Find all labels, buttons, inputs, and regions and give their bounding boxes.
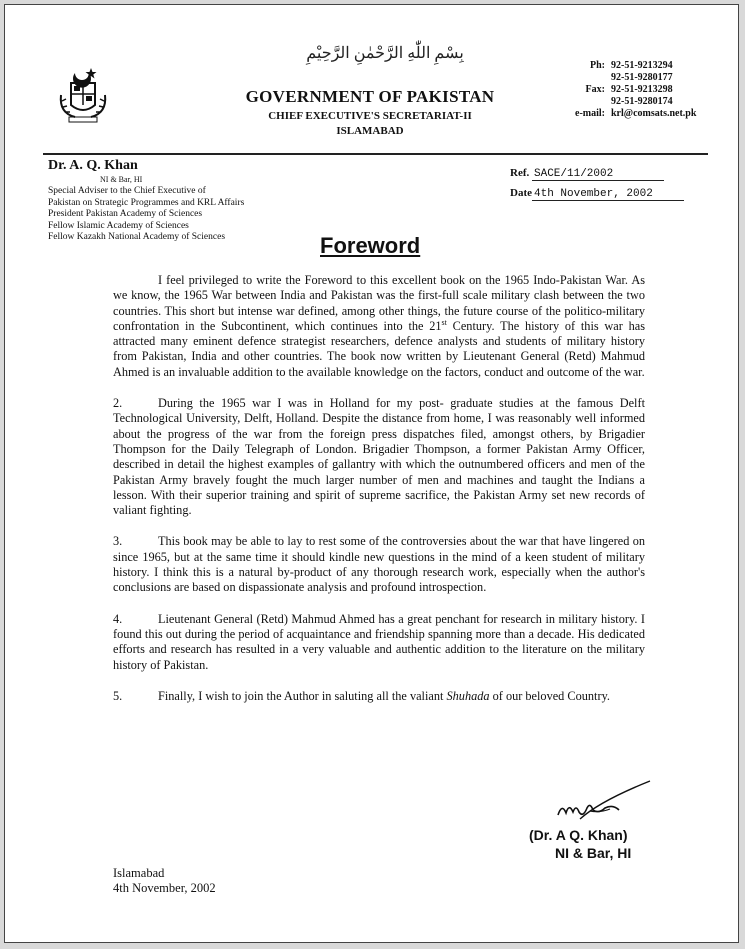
paragraph-number: 4. (113, 611, 123, 626)
contact-row (553, 72, 703, 84)
contact-row (553, 108, 703, 120)
sender-role: Fellow Islamic Academy of Sciences (48, 220, 189, 231)
sender-name: Dr. A. Q. Khan (48, 158, 138, 173)
ref-label: Ref. (510, 167, 530, 179)
paragraph-text: Century. The history of this war has attracted many eminent defence strategist researchers, defence analysts and students of military history from Pakistan, India and other countries. The book now written by Lieutenant General (Retd) Mahmud Ahmed is an invaluable addition to the available knowledge on the factors, conduct and outcome of the war. (113, 318, 645, 379)
contact-block (553, 60, 703, 120)
paragraph-number: 2. (113, 396, 123, 411)
government-subtitle (205, 109, 535, 139)
signatory-honours: NI & Bar, HI (555, 845, 632, 861)
state-emblem-icon (53, 65, 113, 125)
paragraph-text: Lieutenant General (Retd) Mahmud Ahmed has a great penchant for research in military history. I found this out during the period of acquaintance and friendship spanning more than a decade. His dedicated efforts and research has resulted in a very valuable and authentic addition to the literature on the military history of Pakistan. (113, 611, 645, 672)
contact-value: 92-51-9280174 (611, 96, 673, 107)
letter-page (4, 4, 739, 943)
reference-line (510, 167, 664, 181)
paragraph-number: 5. (113, 688, 123, 703)
place-date-block (113, 866, 216, 896)
paragraph-text: Finally, I wish to join the Author in saluting all the valiant (158, 688, 447, 703)
secretariat-name: CHIEF EXECUTIVE'S SECRETARIAT-II (268, 110, 472, 122)
bismillah-calligraphy: بِسْمِ اللّٰهِ الرَّحْمٰنِ الرَّحِیْمِ (306, 45, 464, 62)
closing-date: 4th November, 2002 (113, 881, 216, 895)
handwritten-signature-icon (550, 775, 660, 825)
sender-honours: NI & Bar, HI (100, 175, 143, 184)
contact-label (553, 72, 611, 84)
city-name: ISLAMABAD (336, 125, 404, 137)
contact-label: Ph: (590, 60, 605, 71)
signatory-name: (Dr. A Q. Khan) (529, 827, 628, 843)
paragraph-3 (113, 534, 645, 595)
paragraph-5 (113, 689, 645, 704)
page-title: Foreword (320, 233, 421, 258)
contact-value: 92-51-9213294 (611, 60, 673, 71)
sender-roles (48, 186, 244, 244)
date-line (510, 187, 684, 201)
sender-role: President Pakistan Academy of Sciences (48, 209, 203, 219)
sender-role: Pakistan on Strategic Programmes and KRL Affairs (48, 197, 245, 208)
contact-value: 92-51-9280177 (611, 72, 673, 83)
paragraph-number: 3. (113, 534, 123, 549)
contact-label: Fax: (585, 84, 605, 95)
email-link[interactable]: krl@comsats.net.pk (611, 108, 697, 119)
paragraph-text: This book may be able to lay to rest some of the controversies about the war that have lingered on since 1965, but at the same time it should kindle new questions in the mind of a keen student of military history. I think this is a natural by-product of any thorough research work, especially when the author's conclusions are based on dispassionate analysis and profound introspection. (113, 534, 645, 595)
letter-body (113, 273, 645, 720)
sender-role: Special Adviser to the Chief Executive of (48, 186, 206, 196)
paragraph-text: of our beloved Country. (489, 688, 610, 703)
sender-role: Fellow Kazakh National Academy of Sciences (48, 232, 226, 242)
header-divider (43, 153, 708, 155)
emphasis-text: Shuhada (446, 688, 490, 703)
paragraph-4 (113, 612, 645, 673)
ref-value: SACE/11/2002 (532, 168, 664, 181)
contact-row (553, 84, 703, 96)
paragraph-2 (113, 396, 645, 518)
government-title: GOVERNMENT OF PAKISTAN (245, 87, 495, 106)
paragraph-1 (113, 273, 645, 380)
contact-row (553, 60, 703, 72)
contact-label (553, 96, 611, 108)
superscript: st (441, 317, 447, 327)
date-label: Date (510, 187, 532, 199)
date-value: 4th November, 2002 (532, 188, 684, 201)
place-name: Islamabad (113, 866, 165, 880)
contact-row (553, 96, 703, 108)
paragraph-text: I feel privileged to write the Foreword to this excellent book on the 1965 Indo-Pakistan War. As we know, the 1965 War between India and Pakistan was the first-full scale military clash between the two countries. This short but intense war defined, among other things, the future course of the politico-military confrontation in the Subcontinent, which continues into the 21 (113, 273, 645, 333)
contact-value: 92-51-9213298 (611, 84, 673, 95)
paragraph-text: During the 1965 war I was in Holland for my post- graduate studies at the famous Delft Technological University, Delft, Holland. Despite the distance from home, I was reasonably well informed about the progress of the war from the foreign press dispatches filed, amongst others, by Brigadier Thompson for the Daily Telegraph of London. Brigadier Thompson, a former Pakistan Army Officer, described in detail the highest examples of gallantry with which the outnumbered officers and men of the Pakistan Army bravely fought the much larger number of men and machines and taught the Indians a lesson. With their superior training and spirit of supreme sacrifice, the Pakistan Army set new records of valiant fighting. (113, 396, 645, 518)
contact-label: e-mail: (575, 108, 605, 119)
